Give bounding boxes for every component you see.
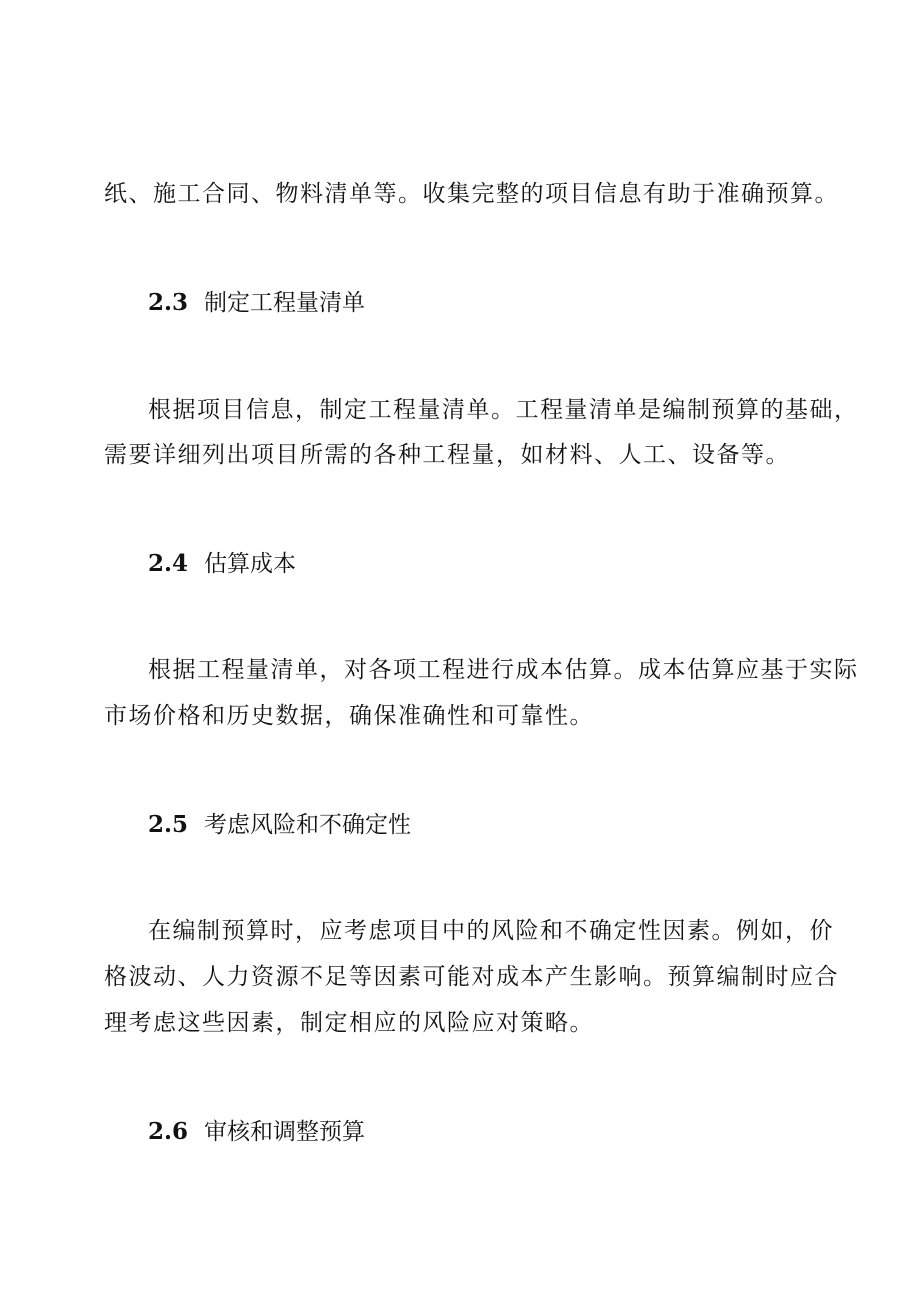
section-heading-2-3: [148, 288, 365, 318]
paragraph-line: 纸、施工合同、物料清单等。收集完整的项目信息有助于准确预算。: [104, 181, 839, 207]
section-heading-2-5: [148, 810, 411, 840]
paragraph-line: 需要详细列出项目所需的各种工程量，如材料、人工、设备等。: [104, 442, 790, 468]
paragraph-line: 根据项目信息，制定工程量清单。工程量清单是编制预算的基础，: [148, 397, 859, 423]
paragraph-line: 市场价格和历史数据，确保准确性和可靠性。: [104, 703, 594, 729]
section-title: 制定工程量清单: [204, 290, 366, 316]
paragraph-line: 理考虑这些因素，制定相应的风险应对策略。: [104, 1010, 594, 1036]
section-number: 2.3: [148, 289, 189, 316]
section-title: 估算成本: [204, 551, 297, 577]
section-number: 2.4: [148, 550, 189, 577]
paragraph-line: 在编制预算时，应考虑项目中的风险和不确定性因素。例如，价: [148, 918, 834, 944]
section-title: 审核和调整预算: [204, 1119, 366, 1145]
section-heading-2-6: [148, 1117, 365, 1147]
section-heading-2-4: [148, 549, 296, 579]
section-number: 2.5: [148, 811, 189, 838]
section-number: 2.6: [148, 1118, 189, 1145]
paragraph-line: 格波动、人力资源不足等因素可能对成本产生影响。预算编制时应合: [104, 964, 839, 990]
paragraph-line: 根据工程量清单，对各项工程进行成本估算。成本估算应基于实际: [148, 657, 859, 683]
section-title: 考虑风险和不确定性: [204, 812, 412, 838]
